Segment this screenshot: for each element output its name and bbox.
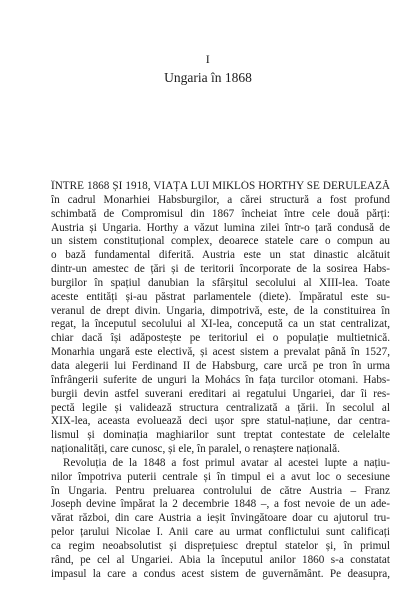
text-line: în Ungaria. Pentru preluarea controlului de către Austria – Franz [51, 484, 390, 497]
text-line: naționalități, care cunosc, și ele, în paralel, o renaștere națională. [51, 443, 340, 456]
text-line: rând, pe cel al Ungariei. Abia la începutul anilor 1860 s-a constatat [51, 553, 390, 566]
text-line: XIX-lea, aceasta evoluează deci ușor spre statul-națiune, dar centra- [51, 415, 390, 428]
text-line: o bază fundamental diferită. Austria este un stat dinastic alcătuit [51, 249, 390, 262]
text-line: Monarhia ungară este electivă, și acest sistem a prevalat până în 1527, [51, 346, 390, 359]
paragraph [51, 457, 390, 582]
text-line: regat, la începutul secolului al XI-lea, concepută ca un stat centralizat, [51, 318, 390, 331]
chapter-number: I [205, 52, 211, 66]
text-line: chiar dacă își adăpostește pe teritoriul ei o populație multietnică. [51, 332, 390, 345]
paragraph [51, 180, 390, 457]
text-line: pectă legile și validează structura centralizată a țării. În secolul al [51, 401, 390, 414]
text-line: dintr-un amestec de țări și de teritorii încorporate de la sosirea Habs- [51, 263, 390, 276]
text-line: schimbată de Compromisul din 1867 încheiat între cele două părți: [51, 207, 390, 220]
text-line: burgilor în spațiul danubian la sfârșitul secolului al XIII-lea. Toate [51, 276, 390, 289]
text-line: impasul la care a condus acest sistem de guvernământ. Pe deasupra, [51, 567, 390, 580]
text-line: veranul de drept divin. Ungaria, dimpotrivă, este, de la constituirea în [51, 304, 390, 317]
text-line: un sistem constituțional complex, deoarece statele care o compun au [51, 235, 390, 248]
text-line: aceste entități și-au păstrat parlamentele (diete). Împăratul este su- [51, 290, 390, 303]
text-line: vărat război, din care Austria a ieșit învingătoare doar cu ajutorul tru- [51, 512, 390, 525]
text-line: pelor țarului Nicolae I. Anii care au urmat conflictului sunt calificați [51, 526, 390, 539]
text-line: ca regim neoabsolutist și disprețuiesc dreptul statelor și, în primul [51, 539, 390, 552]
body-text [51, 180, 390, 581]
text-line: înfrângerii suferite de unguri la Mohács în fața turcilor otomani. Habs- [51, 373, 390, 386]
text-line: Joseph devine împărat la 2 decembrie 1848 –, a fost nevoie de un ade- [51, 498, 390, 511]
text-line: Austria și Ungaria. Horthy a văzut lumina zilei într-o țară condusă de [51, 221, 390, 234]
text-line: în cadrul Monarhiei Habsburgilor, a cărei structură a fost profund [51, 193, 390, 206]
text-line: ÎNTRE 1868 ȘI 1918, VIAȚA LUI MIKLÓS HORTHY SE DERULEAZĂ [51, 180, 390, 192]
text-line: lismul și dominația maghiarilor sunt treptat contestate de celelalte [51, 429, 390, 442]
text-line: nilor împotriva puterii centrale și în timpul ei a avut loc o secesiune [51, 470, 390, 483]
text-line: Revoluția de la 1848 a fost primul avatar al acestei lupte a națiu- [63, 456, 390, 469]
chapter-title: Ungaria în 1868 [164, 70, 252, 85]
text-line: burgii devin astfel suverani ereditari ai regatului Ungariei, dar îi res- [51, 387, 390, 400]
text-line: data alegerii lui Ferdinand II de Habsburg, care urcă pe tron în urma [51, 359, 390, 372]
